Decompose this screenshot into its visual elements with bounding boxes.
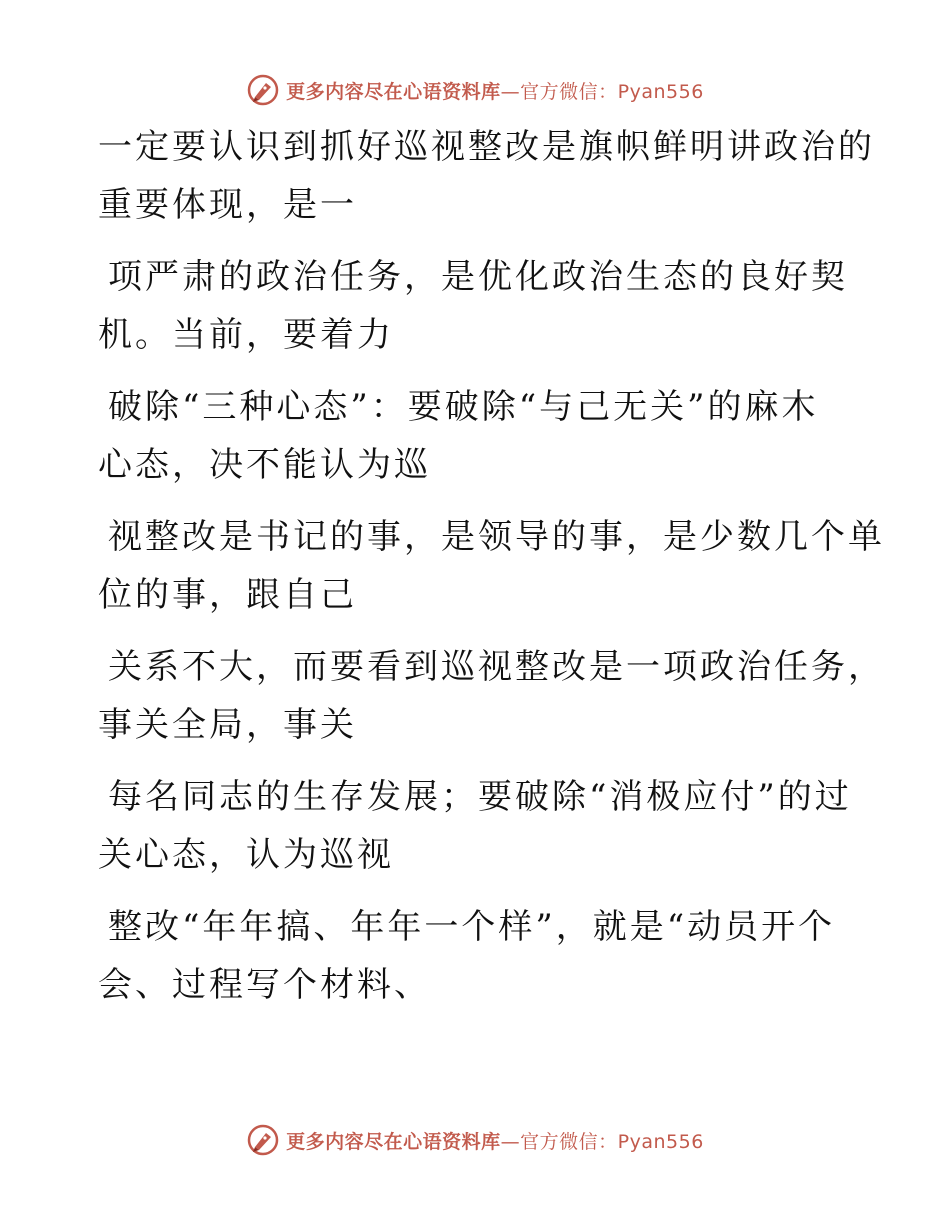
footer-brand-bold: 更多内容尽在心语资料库 [286, 1130, 501, 1153]
text-line: 关系不大，而要看到巡视整改是一项政治任务， [108, 647, 885, 687]
header-brand-text [286, 77, 704, 104]
document-body [98, 118, 885, 1014]
text-line: 机。当前，要着力 [98, 315, 394, 355]
text-line: 破除“三种心态”：要破除“与己无关”的麻木 [108, 387, 819, 427]
text-line: 每名同志的生存发展；要破除“消极应付”的过 [108, 777, 852, 817]
text-line: 心态，决不能认为巡 [98, 445, 431, 485]
text-line: 视整改是书记的事，是领导的事，是少数几个单 [108, 517, 885, 557]
text-line: 关心态，认为巡视 [98, 835, 394, 875]
header-brand-bold: 更多内容尽在心语资料库 [286, 80, 501, 103]
text-line: 项严肃的政治任务，是优化政治生态的良好契 [108, 257, 848, 297]
footer-brand-rest: —官方微信：Pyan556 [500, 1130, 704, 1153]
text-line: 会、过程写个材料、 [98, 965, 431, 1005]
pen-nib-logo-icon [246, 1123, 280, 1157]
text-line: 位的事，跟自己 [98, 575, 357, 615]
header-brand-rest: —官方微信：Pyan556 [500, 80, 704, 103]
footer-brand-text [286, 1127, 704, 1154]
text-line: 一定要认识到抓好巡视整改是旗帜鲜明讲政治的 [98, 127, 875, 167]
text-line: 事关全局，事关 [98, 705, 357, 745]
text-line: 重要体现，是一 [98, 185, 357, 225]
pen-nib-logo-icon [246, 73, 280, 107]
header-banner [0, 70, 950, 110]
text-line: 整改“年年搞、年年一个样”，就是“动员开个 [108, 907, 836, 947]
footer-banner [0, 1120, 950, 1160]
